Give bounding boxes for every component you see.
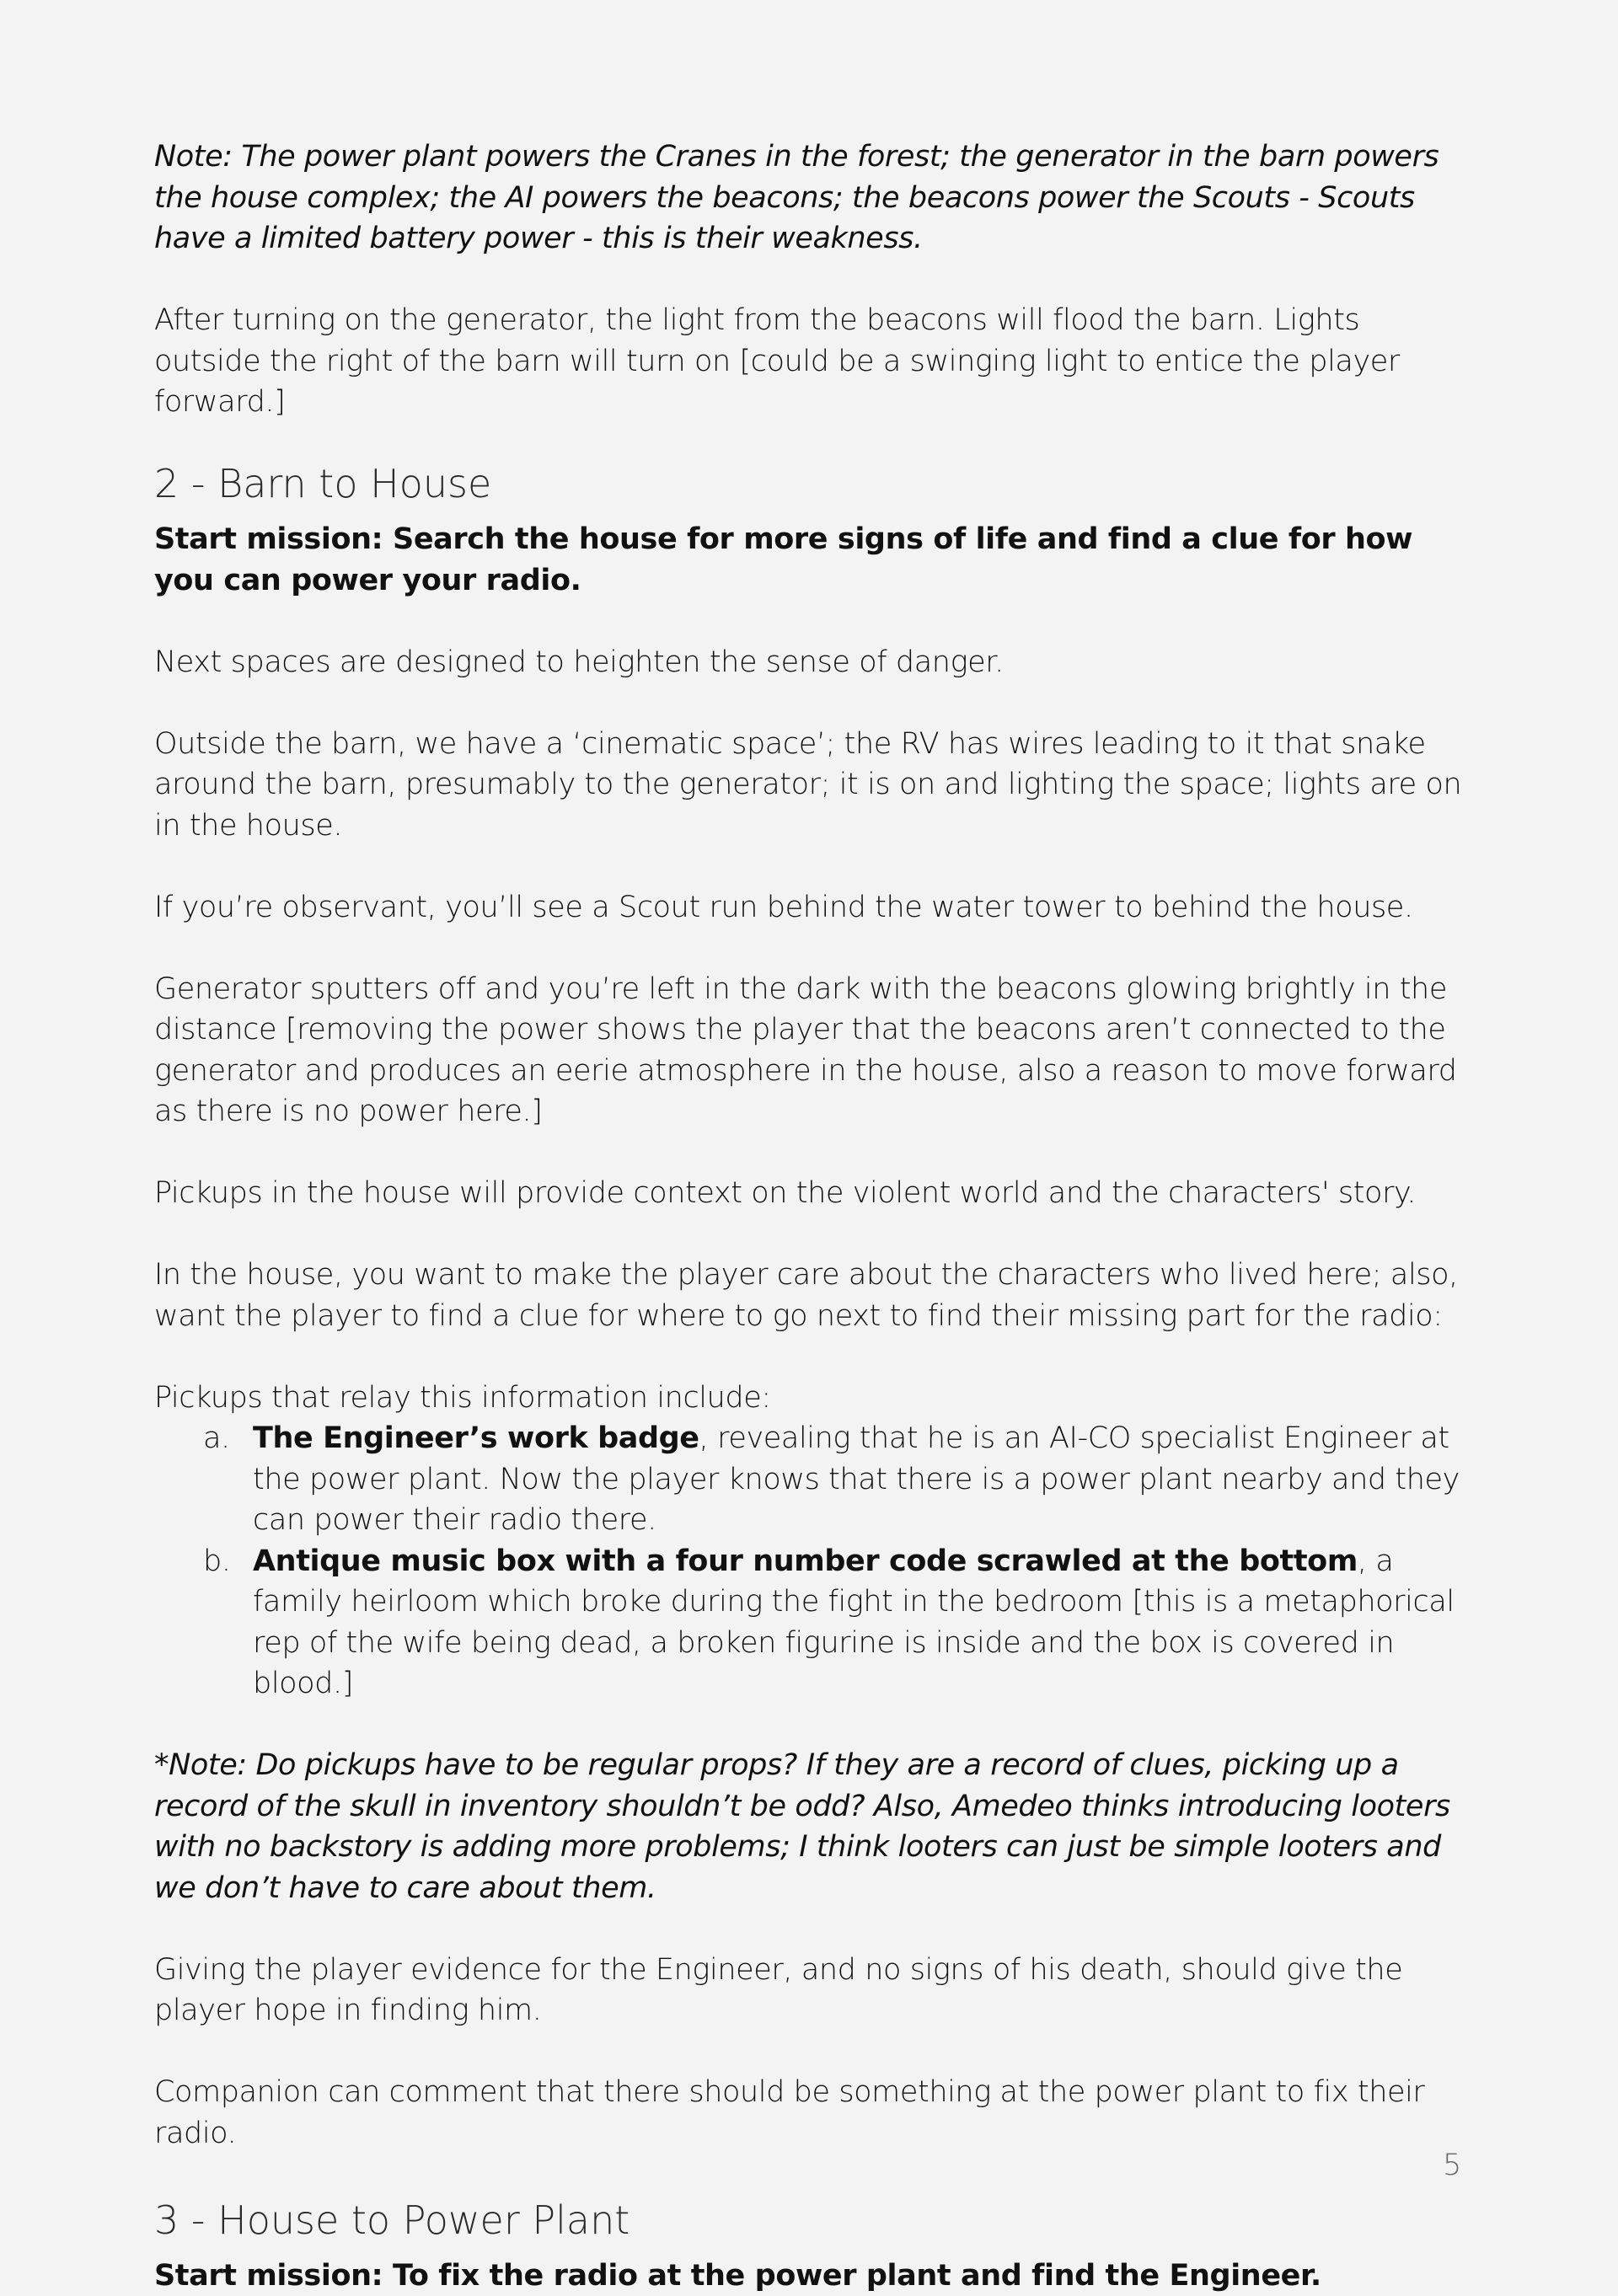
- pickup-description: , a family heirloom which broke during the fight in the bedroom [this is a metaphorical rep of the wife being dead, a broken figurine is inside and the box is covered in blood.]: [253, 1544, 1455, 1701]
- paragraph-scout: If you’re observant, you’ll see a Scout run behind the water tower to behind the house.: [154, 887, 1469, 929]
- mission-fix-radio: Start mission: To fix the radio at the power plant and find the Engineer.: [154, 2256, 1469, 2296]
- paragraph-companion: Companion can comment that there should be something at the power plant to fix their radio.: [154, 2072, 1469, 2154]
- paragraph-pickups-context: Pickups in the house will provide context on the violent world and the characters' story.: [154, 1173, 1469, 1214]
- note-power-chain: Note: The power plant powers the Cranes in the forest; the generator in the barn powers the house complex; the AI powers the beacons; the beacons power the Scouts - Scouts have a limited battery power - this is their weakness.: [154, 136, 1469, 260]
- list-item: [154, 1418, 1469, 1541]
- note-pickups: *Note: Do pickups have to be regular props? If they are a record of clues, picking up a record of the skull in inventory shouldn’t be odd? Also, Amedeo thinks introducing looters with no backstory is adding more problems; I think looters can just be simple looters and we don’t have to care about them.: [154, 1745, 1469, 1908]
- pickup-description: , revealing that he is an AI-CO specialist Engineer at the power plant. Now the player knows that there is a power plant nearby and they can power their radio there.: [253, 1421, 1460, 1537]
- paragraph-generator: After turning on the generator, the light from the beacons will flood the barn. Lights outside the right of the barn will turn on [could be a swinging light to entice the player forward.]: [154, 300, 1469, 423]
- page-number: 5: [1443, 2149, 1461, 2182]
- paragraph-generator-off: Generator sputters off and you’re left in the dark with the beacons glowing brightly in the distance [removing the power shows the player that the beacons aren’t connected to the generator and produces an eerie atmosphere in the house, also a reason to move forward as there is no power here.]: [154, 969, 1469, 1132]
- pickup-title: The Engineer’s work badge: [253, 1421, 699, 1455]
- section-heading-barn-to-house: 2 - Barn to House: [154, 458, 1469, 509]
- list-item: [154, 1541, 1469, 1705]
- document-page: [154, 136, 1469, 2296]
- pickup-title: Antique music box with a four number code scrawled at the bottom: [253, 1544, 1358, 1578]
- paragraph-care-characters: In the house, you want to make the player care about the characters who lived here; also, want the player to find a clue for where to go next to find their missing part for the radio:: [154, 1255, 1469, 1336]
- list-marker: a.: [203, 1418, 230, 1459]
- pickups-intro: Pickups that relay this information include:: [154, 1378, 1469, 1419]
- pickups-list: [154, 1418, 1469, 1705]
- paragraph-cinematic-space: Outside the barn, we have a ‘cinematic space’; the RV has wires leading to it that snake around the barn, presumably to the generator; it is on and lighting the space; lights are on in the house.: [154, 724, 1469, 847]
- section-heading-house-to-power-plant: 3 - House to Power Plant: [154, 2195, 1469, 2245]
- mission-search-house: Start mission: Search the house for more signs of life and find a clue for how you can power your radio.: [154, 519, 1469, 601]
- paragraph-danger: Next spaces are designed to heighten the sense of danger.: [154, 642, 1469, 683]
- list-marker: b.: [203, 1541, 231, 1582]
- paragraph-evidence: Giving the player evidence for the Engineer, and no signs of his death, should give the player hope in finding him.: [154, 1950, 1469, 2031]
